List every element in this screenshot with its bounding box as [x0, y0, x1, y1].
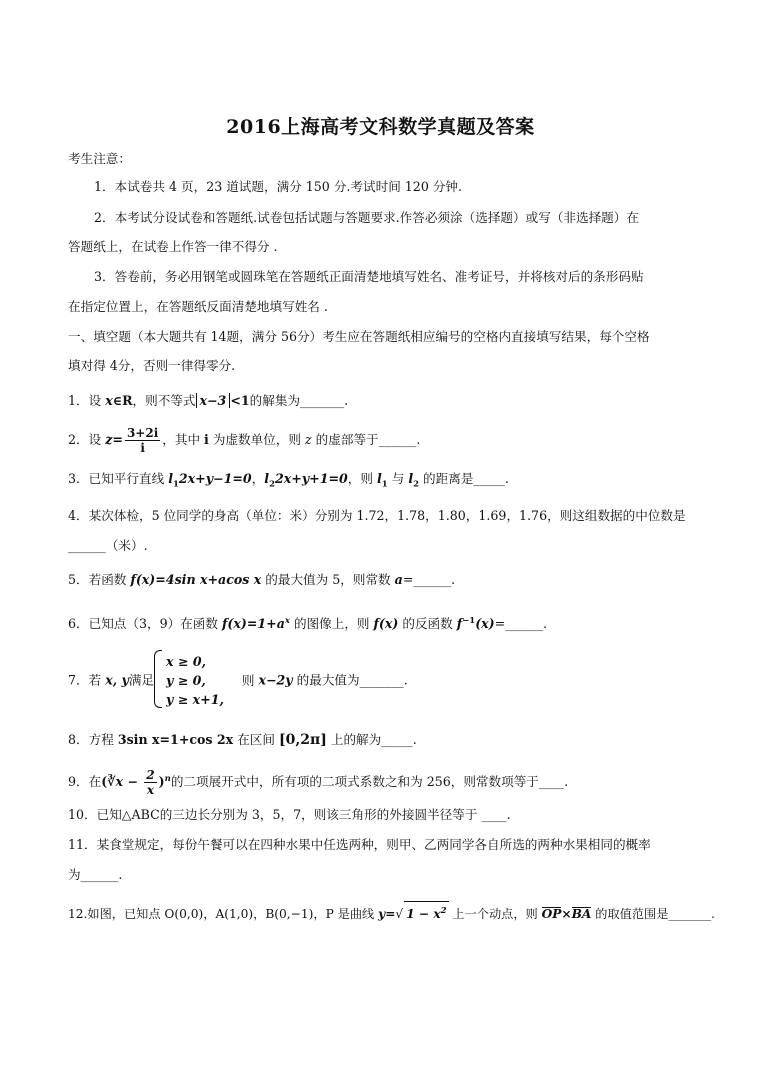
question-2: 2．设 z= $\frac{3+2i}{i}$ ，其中 i 为虚数单位，则 z 的虚部等于______.: [68, 426, 421, 455]
question-5: 5．若函数 f(x)=4sin x+acos x 的最大值为 5，则常数 a=______.: [68, 572, 456, 587]
vector-ba: BA: [571, 907, 592, 922]
vector-op: OP: [541, 907, 562, 922]
notice-item-1: 1．本试卷共 4 页，23 道试题，满分 150 分.考试时间 120 分钟.: [94, 179, 463, 194]
section-1-heading-cont: 填对得 4分，否则一律得零分.: [68, 358, 236, 373]
question-3: 3．已知平行直线 $l_12x+y-1=0$，$l_22x+y+1=0$，则 $l_1$ 与 $l_2$ 的距离是_____.: [68, 471, 509, 490]
question-11-cont: 为______.: [68, 867, 123, 882]
question-9: 9．在(∛x − $\frac{2}{x}$ )$^n$的二项展开式中，所有项的二项式系数之和为 256，则常数项等于____.: [68, 768, 569, 797]
question-8: 8．方程 3sin x=1+cos 2x 在区间 [0,2π] 上的解为_____.: [68, 732, 417, 748]
question-7: 7．若 x, y满足 x ≥ 0, y ≥ 0, y ≥ x+1, 则 x−2y 的最大值为_______.: [68, 652, 708, 712]
section-1-heading: 一、填空题（本大题共有 14题，满分 56分）考生应在答题纸相应编号的空格内直接填写结果，每个空格: [68, 329, 650, 344]
notice-item-2-cont: 答题纸上，在试卷上作答一律不得分 .: [68, 239, 278, 254]
notice-item-3-cont: 在指定位置上，在答题纸反面清楚地填写姓名 .: [68, 299, 328, 314]
notice-heading: 考生注意：: [68, 151, 131, 166]
notice-item-3: 3．答卷前，务必用钢笔或圆珠笔在答题纸正面清楚地填写姓名、准考证号，并将核对后的条形码贴: [94, 269, 644, 284]
fraction: $\frac{3+2i}{i}$: [126, 426, 159, 455]
question-4: 4．某次体检，5 位同学的身高（单位：米）分别为 1.72，1.78，1.80，1.69，1.76，则这组数据的中位数是: [68, 508, 686, 523]
page-title: 2016上海高考文科数学真题及答案: [226, 116, 535, 138]
question-4-cont: ______（米）.: [68, 538, 148, 553]
brace-icon: [154, 650, 162, 708]
inequality-system: x ≥ 0, y ≥ 0, y ≥ x+1,: [154, 652, 224, 709]
question-1: 1．设 x∈R，则不等式 x−3 <1的解集为_______.: [68, 393, 349, 408]
question-12: 12.如图，已知点 O(0,0)，A(1,0)，B(0,−1)，P 是曲线 y=√ $1 - x^2$ 上一个动点，则 OP×BA 的取值范围是_______.: [68, 901, 708, 923]
notice-item-2: 2．本考试分设试卷和答题纸.试卷包括试题与答题要求.作答必须涂（选择题）或写（非选择题）在: [94, 210, 639, 225]
question-11: 11．某食堂规定，每份午餐可以在四种水果中任选两种，则甲、乙两同学各自所选的两种水果相同的概率: [68, 837, 651, 852]
question-6: 6．已知点（3，9）在函数 $f(x)=1+a^x$ 的图像上，则 f(x) 的反函数 $f^{-1}(x)=\_\_\_\_\_\_$.: [68, 616, 547, 632]
absolute-value: x−3: [196, 393, 231, 408]
fraction: $\frac{2}{x}$: [146, 768, 155, 797]
square-root: $1 - x^2$: [404, 901, 448, 923]
question-10: 10．已知△ABC的三边长分别为 3，5，7，则该三角形的外接圆半径等于 ____.: [68, 807, 511, 822]
